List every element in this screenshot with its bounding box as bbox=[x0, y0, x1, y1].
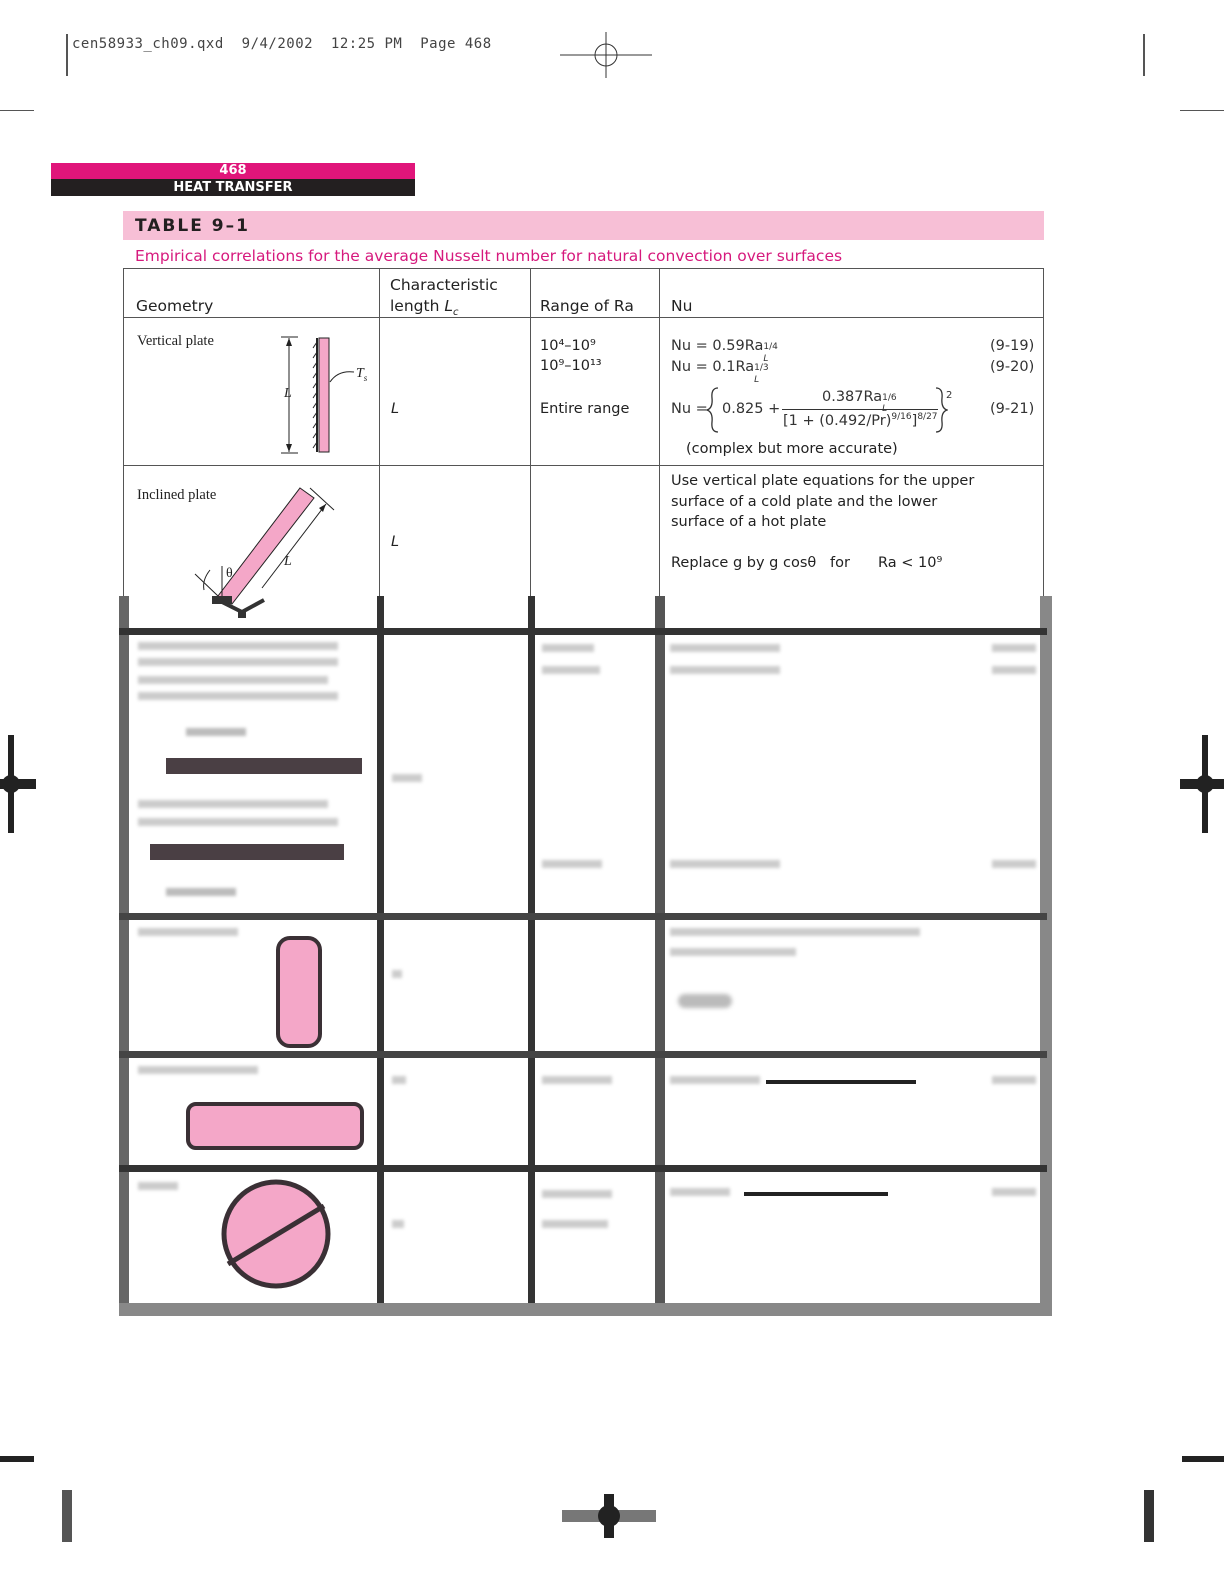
slug-line: cen58933_ch09.qxd 9/4/2002 12:25 PM Page 468 bbox=[72, 36, 492, 52]
blurred-text-block bbox=[670, 948, 796, 956]
blurred-value bbox=[542, 1190, 612, 1198]
eq3-den-close: ] bbox=[911, 412, 918, 429]
blurred-fraction-bar bbox=[744, 1192, 888, 1196]
blurred-value bbox=[542, 1220, 608, 1228]
equation-9-20 bbox=[671, 359, 769, 385]
sphere-figure bbox=[218, 1176, 338, 1296]
inclined-plate-text-1: Use vertical plate equations for the upper bbox=[671, 473, 975, 489]
blurred-text-block bbox=[138, 818, 338, 826]
inclined-plate-for: for bbox=[830, 555, 850, 571]
blurred-label bbox=[138, 1182, 178, 1190]
header-char-length-word: length bbox=[390, 297, 445, 315]
blurred-eq-number bbox=[992, 860, 1036, 868]
table-title: TABLE 9–1 bbox=[135, 216, 250, 236]
blurred-equation bbox=[670, 644, 780, 652]
blurred-value bbox=[392, 970, 402, 978]
inclined-plate-figure bbox=[192, 484, 342, 624]
eq3-den-main: [1 + (0.492/Pr) bbox=[783, 412, 892, 429]
blurred-equation bbox=[670, 1188, 730, 1196]
eq-number-9-21: (9-21) bbox=[990, 401, 1035, 417]
blurred-text-block bbox=[138, 692, 338, 700]
blurred-eq-number bbox=[992, 644, 1036, 652]
blurred-label bbox=[166, 888, 236, 896]
blurred-label bbox=[138, 928, 238, 936]
eq3-denominator bbox=[783, 412, 938, 429]
eq3-left-brace bbox=[706, 386, 720, 434]
blurred-text-block bbox=[138, 658, 338, 666]
inclined-plate-replace: Replace g by g cosθ bbox=[671, 555, 817, 571]
header-char-length-line1: Characteristic bbox=[390, 276, 498, 294]
hot-surface-plate bbox=[166, 758, 362, 774]
vertical-plate-fig-T: T bbox=[356, 366, 364, 381]
header-char-length-line2 bbox=[390, 297, 458, 318]
eq-number-9-20: (9-20) bbox=[990, 359, 1035, 375]
eq3-power: 2 bbox=[946, 390, 953, 401]
header-char-length-sub: c bbox=[452, 307, 459, 319]
eq3-num-sup: 1/6 bbox=[882, 393, 897, 403]
blurred-label bbox=[186, 728, 246, 736]
blurred-equation bbox=[670, 860, 780, 868]
vertical-cylinder bbox=[276, 936, 322, 1048]
vertical-plate-range-2: 10⁹–10¹³ bbox=[540, 358, 602, 374]
blurred-condition bbox=[678, 994, 732, 1008]
eq2-sub: L bbox=[754, 375, 760, 385]
blurred-eq-number bbox=[992, 1188, 1036, 1196]
header-char-length-symbol: L bbox=[444, 297, 453, 315]
eq2-main: Nu = 0.1Ra bbox=[671, 359, 755, 375]
eq3-num-main: 0.387Ra bbox=[822, 389, 883, 405]
blurred-value bbox=[542, 860, 602, 868]
blurred-value bbox=[542, 1076, 612, 1084]
equation-9-19 bbox=[671, 338, 778, 364]
eq2-sup: 1/3 bbox=[754, 363, 769, 373]
header-range: Range of Ra bbox=[540, 297, 634, 315]
vertical-plate-fig-Ts bbox=[356, 366, 367, 383]
blurred-fraction-bar bbox=[766, 1080, 916, 1084]
blurred-text-block bbox=[138, 642, 338, 650]
blurred-eq-number bbox=[992, 1076, 1036, 1084]
vertical-plate-range-1: 10⁴–10⁹ bbox=[540, 338, 596, 354]
blurred-value bbox=[392, 774, 422, 782]
vertical-plate-fig-Ts-sub: s bbox=[363, 372, 368, 383]
cold-surface-plate bbox=[150, 844, 344, 860]
vertical-plate-fig-L: L bbox=[284, 386, 292, 401]
eq1-sub: L bbox=[763, 354, 769, 364]
blurred-equation bbox=[670, 1076, 760, 1084]
inclined-plate-condition: Ra < 10⁹ bbox=[878, 555, 943, 571]
blurred-label bbox=[138, 1066, 258, 1074]
vertical-plate-label: Vertical plate bbox=[137, 333, 214, 349]
vertical-plate-figure bbox=[276, 334, 386, 458]
eq3-den-sup2: 8/27 bbox=[917, 412, 938, 422]
header-nu: Nu bbox=[671, 297, 693, 315]
inclined-plate-label: Inclined plate bbox=[137, 487, 217, 503]
illegible-region bbox=[130, 636, 1040, 1302]
eq3-constant: 0.825 + bbox=[722, 401, 781, 417]
blurred-text-block bbox=[138, 800, 328, 808]
blurred-value bbox=[392, 1076, 406, 1084]
eq1-sup: 1/4 bbox=[763, 342, 778, 352]
blurred-value bbox=[392, 1220, 404, 1228]
inclined-plate-fig-theta: θ bbox=[226, 566, 233, 581]
table-caption: Empirical correlations for the average Nusselt number for natural convection over surfaces bbox=[135, 247, 843, 265]
blurred-text-block bbox=[138, 676, 328, 684]
vertical-plate-range-3: Entire range bbox=[540, 401, 630, 417]
eq1-main: Nu = 0.59Ra bbox=[671, 338, 764, 354]
eq3-prefix: Nu = bbox=[671, 401, 708, 417]
blurred-value bbox=[542, 644, 594, 652]
inclined-plate-text-2: surface of a cold plate and the lower bbox=[671, 494, 938, 510]
inclined-plate-lc: L bbox=[391, 534, 400, 550]
vertical-plate-lc: L bbox=[391, 401, 400, 417]
eq-number-9-19: (9-19) bbox=[990, 338, 1035, 354]
page-number: 468 bbox=[51, 163, 415, 179]
eq3-den-sup1: 9/16 bbox=[891, 412, 912, 422]
eq3-fraction-bar bbox=[782, 409, 938, 410]
eq3-numerator bbox=[822, 389, 902, 405]
blurred-text-block bbox=[670, 928, 920, 936]
horizontal-cylinder bbox=[186, 1102, 364, 1150]
vertical-plate-note: (complex but more accurate) bbox=[686, 441, 898, 457]
blurred-value bbox=[542, 666, 600, 674]
running-head: HEAT TRANSFER bbox=[51, 179, 415, 196]
blurred-equation bbox=[670, 666, 780, 674]
inclined-plate-text-3: surface of a hot plate bbox=[671, 514, 827, 530]
blurred-eq-number bbox=[992, 666, 1036, 674]
header-geometry: Geometry bbox=[136, 297, 214, 315]
inclined-plate-fig-L: L bbox=[284, 554, 292, 569]
